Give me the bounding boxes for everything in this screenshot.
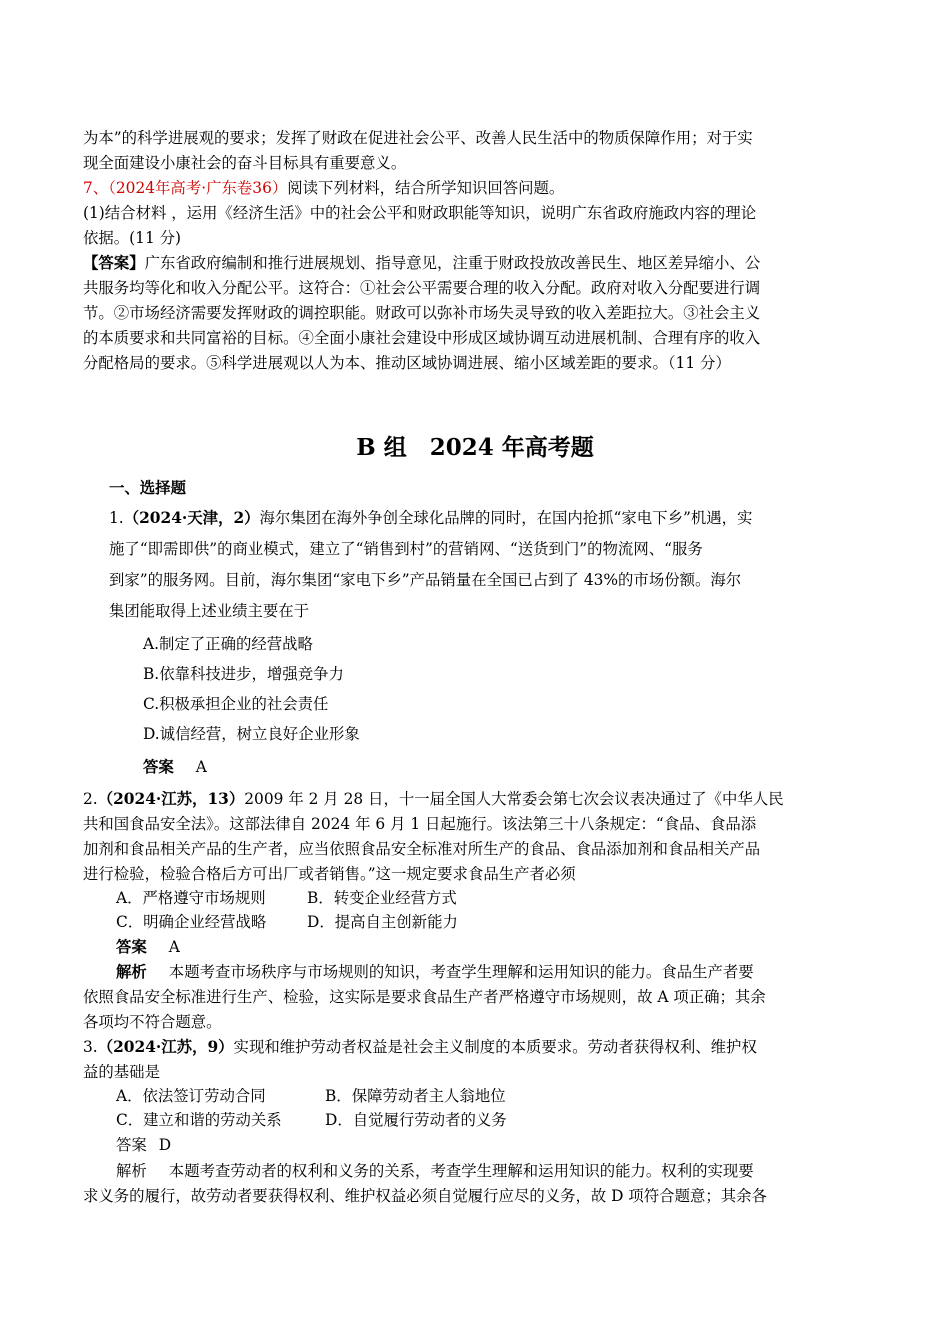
q7-answer-line-1 <box>83 251 760 275</box>
q2-answer-value: A <box>168 938 180 956</box>
prev-answer-line-1: 为本”的科学进展观的要求；发挥了财政在促进社会公平、改善人民生活中的物质保障作用；对于实 <box>83 129 753 147</box>
q3-analysis-line-1 <box>116 1159 754 1183</box>
q2-option-c: C．明确企业经营战略 <box>116 913 267 931</box>
q7-part1-line-1: (1)结合材料 ，运用《经济生活》中的社会公平和财政职能等知识，说明广东省政府施政内容的理论 <box>83 204 757 222</box>
q7-answer-line-2: 共服务均等化和收入分配公平。这符合：①社会公平需要合理的收入分配。政府对收入分配要进行调 <box>83 279 761 297</box>
q7-part1-line-2: 依据。(11 分) <box>83 229 182 247</box>
q3-analysis-label: 解析 <box>116 1162 147 1180</box>
q2-answer-label: 答案 <box>116 938 147 956</box>
q7-answer-line-3: 节。②市场经济需要发挥财政的调控职能。财政可以弥补市场失灵导致的收入差距拉大。③社会主义 <box>83 304 761 322</box>
q3-analysis-text-1: 本题考查劳动者的权利和义务的关系，考查学生理解和运用知识的能力。权利的实现要 <box>168 1162 754 1180</box>
q3-number: 3. <box>83 1038 98 1056</box>
q2-answer <box>116 935 180 959</box>
q2-analysis-text-1: 本题考查市场秩序与市场规则的知识，考查学生理解和运用知识的能力。食品生产者要 <box>168 963 754 981</box>
q7-answer-text-1: 广东省政府编制和推行进展规划、指导意见，注重于财政投放改善民生、地区差异缩小、公 <box>144 254 761 272</box>
q1-line-2: 施了“即需即供”的商业模式，建立了“销售到村”的营销网、“送货到门”的物流网、“服务 <box>109 540 703 558</box>
q7-answer-label: 【答案】 <box>83 254 145 272</box>
q3-option-c: C．建立和谐的劳动关系 <box>116 1111 282 1129</box>
q1-option-d: D.诚信经营，树立良好企业形象 <box>143 725 360 743</box>
q3-options-row-1 <box>116 1084 506 1108</box>
q2-line-1 <box>83 787 784 811</box>
q7-answer-line-4: 的本质要求和共同富裕的目标。④全面小康社会建设中形成区域协调互动进展机制、合理有序的收入 <box>83 329 761 347</box>
q3-text-1: 实现和维护劳动者权益是社会主义制度的本质要求。劳动者获得权利、维护权 <box>233 1038 757 1056</box>
q2-line-3: 加剂和食品相关产品的生产者，应当依照食品安全标准对所生产的食品、食品添加剂和食品相关产品 <box>83 840 761 858</box>
q1-text-1: 海尔集团在海外争创全球化品牌的同时，在国内抢抓“家电下乡”机遇，实 <box>259 509 753 527</box>
q1-option-a: A.制定了正确的经营战略 <box>143 635 313 653</box>
q2-option-d: D．提高自主创新能力 <box>307 913 458 931</box>
q3-source: （2024·江苏，9） <box>97 1038 234 1056</box>
q1-answer-value: A <box>195 758 207 776</box>
q2-text-1: 2009 年 2 月 28 日，十一届全国人大常委会第七次会议表决通过了《中华人民 <box>244 790 784 808</box>
q3-line-1 <box>83 1035 757 1059</box>
subsection-heading: 一、选择题 <box>109 479 186 497</box>
q1-option-b: B.依靠科技进步，增强竞争力 <box>143 665 344 683</box>
q2-options-row-1 <box>116 886 457 910</box>
q2-analysis-label: 解析 <box>116 963 147 981</box>
q2-options-row-2 <box>116 910 458 934</box>
q2-option-a: A．严格遵守市场规则 <box>116 889 266 907</box>
q1-option-c: C.积极承担企业的社会责任 <box>143 695 329 713</box>
q2-number: 2. <box>83 790 98 808</box>
q3-option-b: B．保障劳动者主人翁地位 <box>325 1087 506 1105</box>
q1-source: （2024·天津，2） <box>123 509 260 527</box>
q3-answer-value: D <box>158 1136 172 1154</box>
q1-answer-label: 答案 <box>143 758 174 776</box>
q2-line-2: 共和国食品安全法》。这部法律自 2024 年 6 月 1 日起施行。该法第三十八条规定：“食品、食品添 <box>83 815 757 833</box>
q3-answer-label: 答案 <box>116 1136 147 1154</box>
q7-intro: 阅读下列材料，结合所学知识回答问题。 <box>287 179 565 197</box>
q1-line-1 <box>109 506 752 530</box>
q3-options-row-2 <box>116 1108 507 1132</box>
q2-option-b: B．转变企业经营方式 <box>307 889 457 907</box>
q2-line-4: 进行检验，检验合格后方可出厂或者销售。”这一规定要求食品生产者必须 <box>83 865 576 883</box>
prev-answer-line-2: 现全面建设小康社会的奋斗目标具有重要意义。 <box>83 154 407 172</box>
q3-line-2: 益的基础是 <box>83 1063 160 1081</box>
q1-line-4: 集团能取得上述业绩主要在于 <box>109 602 310 620</box>
q1-number: 1. <box>109 509 124 527</box>
q3-answer <box>116 1133 171 1157</box>
q2-analysis-line-2: 依照食品安全标准进行生产、检验，这实际是要求食品生产者严格遵守市场规则，故 A 项正确；其余 <box>83 988 766 1006</box>
q1-line-3: 到家”的服务网。目前，海尔集团“家电下乡”产品销量在全国已占到了 43%的市场份额。海尔 <box>109 571 742 589</box>
section-title: B 组 2024 年高考题 <box>356 434 594 461</box>
q2-analysis-line-3: 各项均不符合题意。 <box>83 1013 222 1031</box>
q3-option-d: D．自觉履行劳动者的义务 <box>325 1111 507 1129</box>
q7-source: 7、（2024年高考·广东卷36） <box>83 179 288 197</box>
q7-heading <box>83 176 564 200</box>
q2-analysis-line-1 <box>116 960 754 984</box>
q3-analysis-line-2: 求义务的履行，故劳动者要获得权利、维护权益必须自觉履行应尽的义务，故 D 项符合题意；其余各 <box>83 1187 767 1205</box>
q2-source: （2024·江苏，13） <box>97 790 245 808</box>
q7-answer-line-5: 分配格局的要求。⑤科学进展观以人为本、推动区域协调进展、缩小区域差距的要求。（11 分） <box>83 354 731 372</box>
q1-answer <box>143 755 207 779</box>
q3-option-a: A．依法签订劳动合同 <box>116 1087 266 1105</box>
